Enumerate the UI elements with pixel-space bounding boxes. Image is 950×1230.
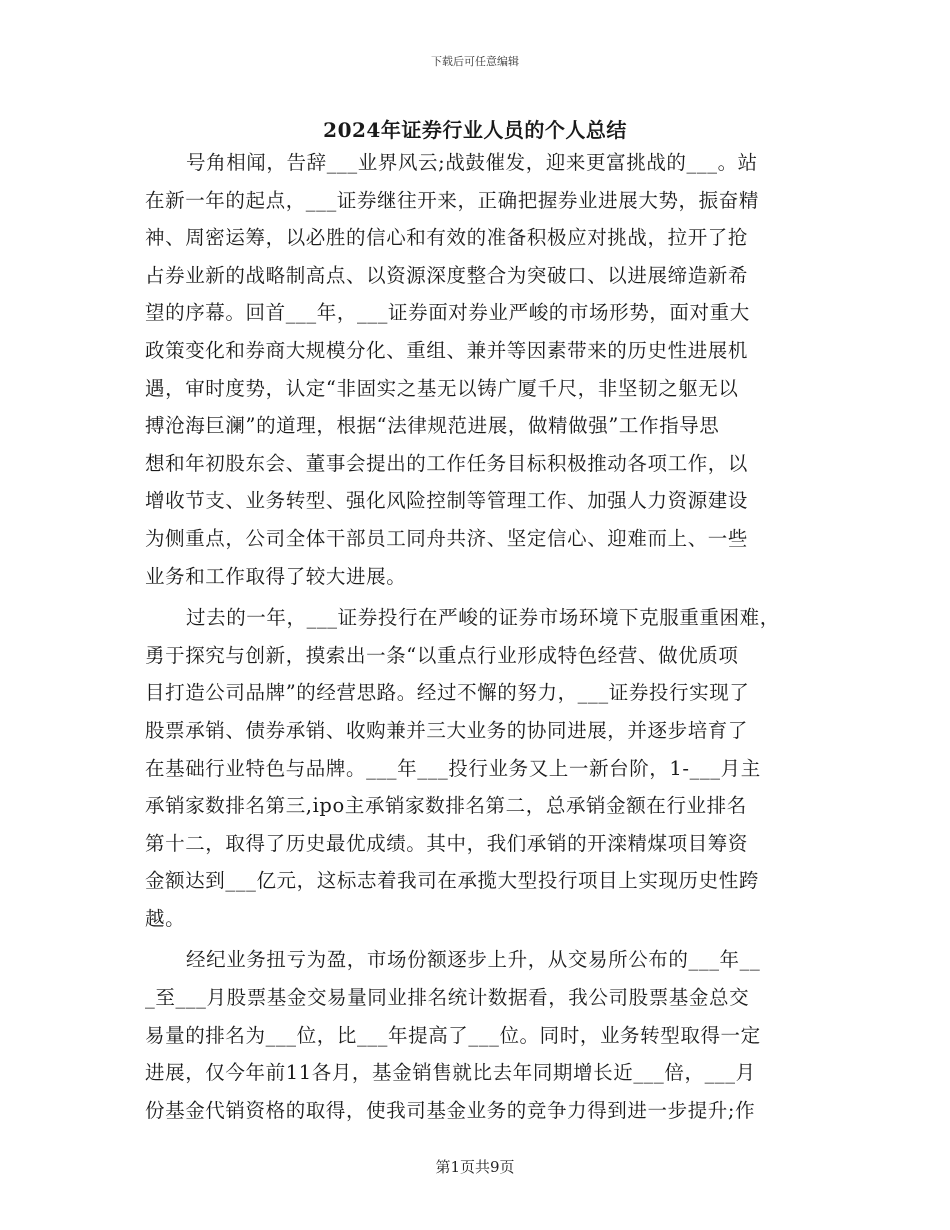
page-header-note: 下载后可任意编辑 bbox=[431, 55, 519, 68]
text-line: 想和年初股东会、董事会提出的工作任务目标积极推动各项工作，以 bbox=[145, 451, 749, 475]
text-line: 进展，仅今年前11各月，基金销售就比去年同期增长近___倍，___月 bbox=[145, 1061, 756, 1085]
text-line: _至___月股票基金交易量同业排名统计数据看，我公司股票基金总交 bbox=[145, 986, 750, 1010]
text-line: 目打造公司品牌”的经营思路。经过不懈的努力，___证券投行实现了 bbox=[145, 681, 750, 705]
document-body bbox=[145, 144, 805, 1133]
text-line: 越。 bbox=[145, 906, 186, 930]
document-title: 2024年证券行业人员的个人总结 bbox=[323, 118, 627, 142]
text-line: 政策变化和券商大规模分化、重组、兼并等因素带来的历史性进展机 bbox=[145, 338, 749, 362]
text-line: 在新一年的起点，___证券继往开来，正确把握券业进展大势，振奋精 bbox=[145, 188, 759, 212]
paragraph-3 bbox=[145, 941, 805, 1129]
text-line: 勇于探究与创新，摸索出一条“以重点行业形成特色经营、做优质项 bbox=[145, 643, 739, 667]
text-line: 神、周密运筹，以必胜的信心和有效的准备积极应对挑战，拉开了抢 bbox=[145, 226, 749, 250]
text-line: 承销家数排名第三,ipo主承销家数排名第二，总承销金额在行业排名 bbox=[145, 794, 747, 818]
text-line: 易量的排名为___位，比___年提高了___位。同时，业务转型取得一定 bbox=[145, 1023, 761, 1047]
text-line: 份基金代销资格的取得，使我司基金业务的竞争力得到进一步提升;作 bbox=[145, 1098, 756, 1122]
text-line: 在基础行业特色与品牌。___年___投行业务又上一新台阶，1-___月主 bbox=[145, 756, 761, 780]
text-line: 望的序幕。回首___年，___证券面对券业严峻的市场形势，面对重大 bbox=[145, 301, 750, 325]
text-line: 遇，审时度势，认定“非固实之基无以铸广厦千尺，非坚韧之躯无以 bbox=[145, 376, 739, 400]
paragraph-1 bbox=[145, 144, 805, 595]
text-line: 经纪业务扭亏为盈，市场份额逐步上升，从交易所公布的___年__ bbox=[186, 948, 761, 972]
text-line: 号角相闻，告辞___业界风云;战鼓催发，迎来更富挑战的___。站 bbox=[186, 151, 758, 174]
text-line: 过去的一年，___证券投行在严峻的证券市场环境下克服重重困难， bbox=[186, 606, 780, 630]
paragraph-2 bbox=[145, 599, 805, 937]
text-line: 金额达到___亿元，这标志着我司在承揽大型投行项目上实现历史性跨 bbox=[145, 869, 759, 893]
text-line: 第十二，取得了历史最优成绩。其中，我们承销的开滦精煤项目筹资 bbox=[145, 831, 749, 855]
page-number: 第1页共9页 bbox=[435, 1158, 515, 1176]
text-line: 占券业新的战略制高点、以资源深度整合为突破口、以进展缔造新希 bbox=[145, 263, 749, 287]
text-line: 为侧重点，公司全体干部员工同舟共济、坚定信心、迎难而上、一些 bbox=[145, 526, 749, 550]
text-line: 股票承销、债券承销、收购兼并三大业务的协同进展，并逐步培育了 bbox=[145, 718, 749, 742]
text-line: 业务和工作取得了较大进展。 bbox=[145, 564, 407, 588]
text-line: 增收节支、业务转型、强化风险控制等管理工作、加强人力资源建设 bbox=[145, 489, 749, 513]
text-line: 搏沧海巨澜”的道理，根据“法律规范进展，做精做强”工作指导思 bbox=[145, 414, 720, 438]
